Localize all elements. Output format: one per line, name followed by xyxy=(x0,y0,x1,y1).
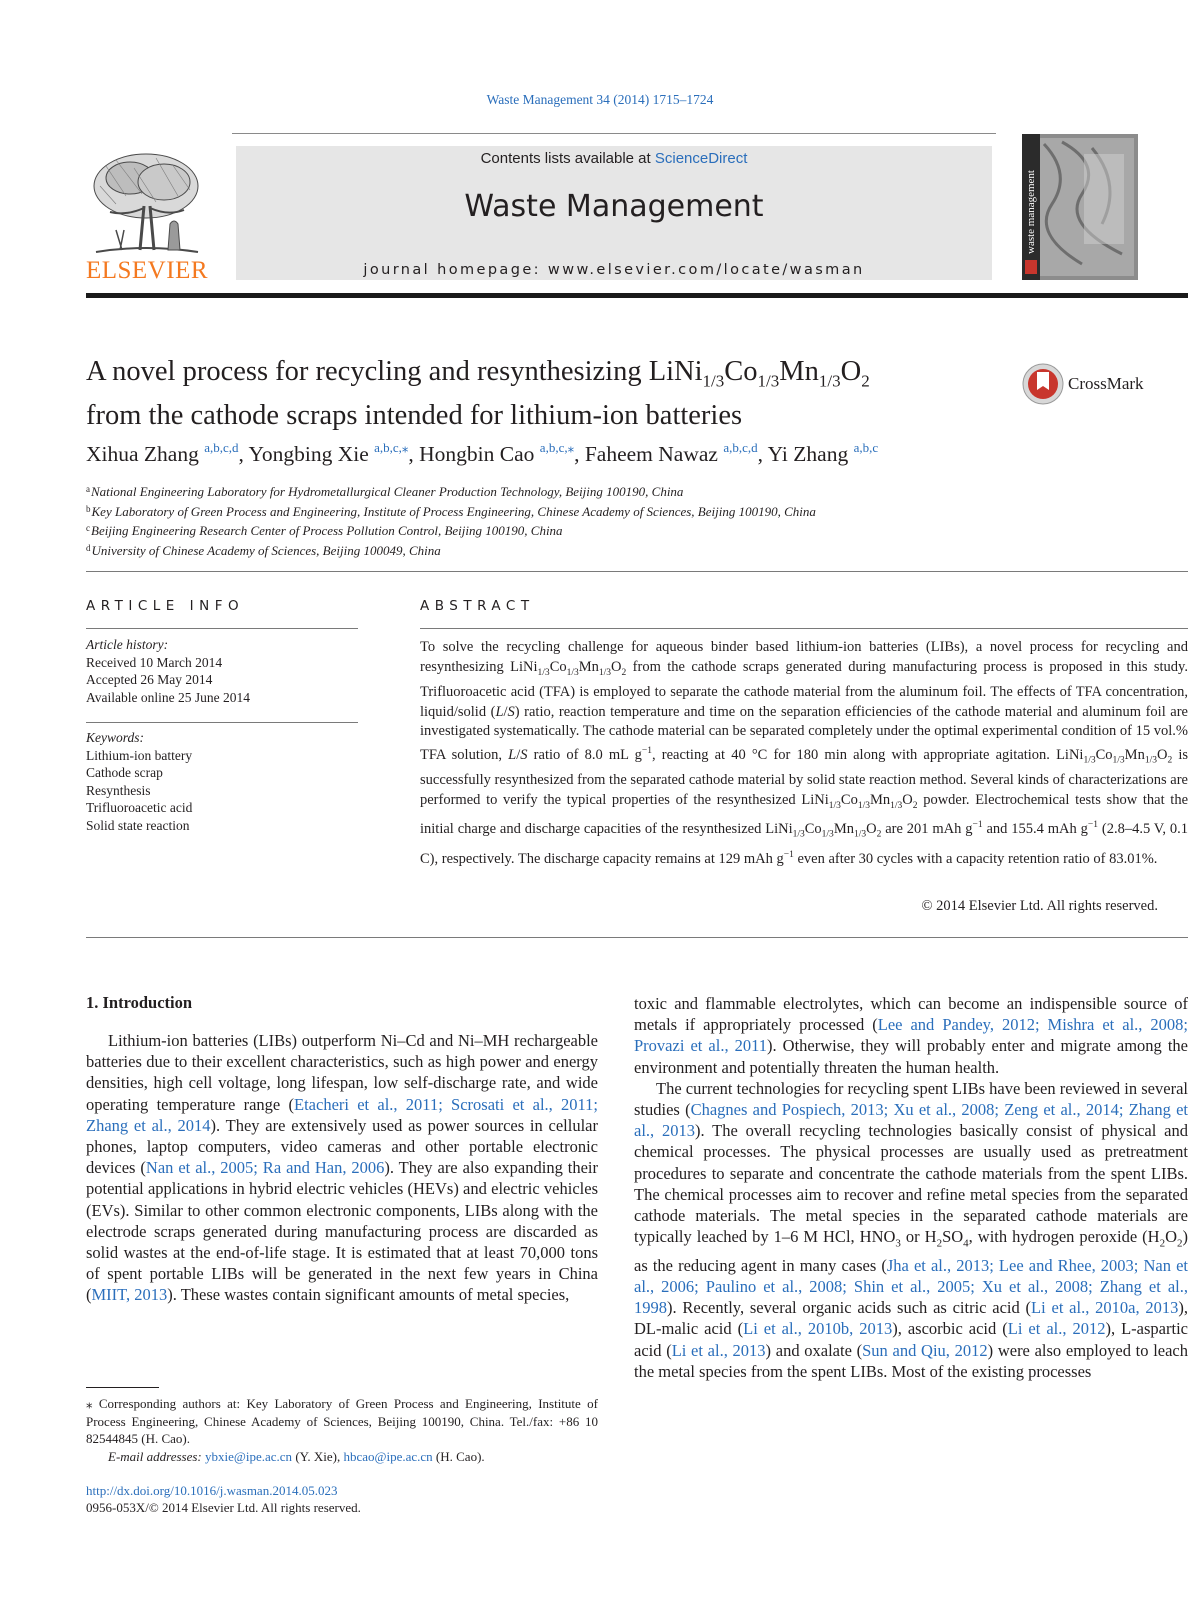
keyword-item: Resynthesis xyxy=(86,782,151,798)
keywords-label: Keywords: xyxy=(86,730,144,745)
keyword-item: Lithium-ion battery xyxy=(86,747,193,763)
article-info-rule xyxy=(86,628,358,629)
body-paragraph: The current technologies for recycling spent LIBs have been reviewed in several studies (Chagnes and Pospiech, 2013; Xu et al., 2008; Zeng et al., 2014; Zhang et al., 2013). The overall recycling technologies basically consist of physical and chemical processes. The physical processes are usually used as pretreatment procedures to separate and concentrate the cathode materials from the spent LIBs. The chemical processes aim to recover and refine metal species from the separated cathode materials. The metal species in the separated cathode materials are typically leached by 1–6 M HCl, $HNO_3$ or $H_2SO_4$, with hydrogen peroxide $(H_2O_2)$ as the reducing agent in many cases (Jha et al., 2013; Lee and Rhee, 2003; Nan et al., 2006; Paulino et al., 2008; Shin et al., 2005; Xu et al., 2008; Zhang et al., 1998). Recently, several organic acids such as citric acid (Li et al., 2010a, 2013), DL-malic acid (Li et al., 2010b, 2013), ascorbic acid (Li et al., 2012), L-aspartic acid (Li et al., 2013) and oxalate (Sun and Qiu, 2012) were also employed to leach the metal species from the spent LIBs. Most of the existing processes xyxy=(634,1078,1188,1381)
body-paragraph: toxic and flammable electrolytes, which can become an indispensible source of metals if appropriately processed (Lee and Pandey, 2012; Mishra et al., 2008; Provazi et al., 2011). Otherwise, they will probably enter and migrate among the environment and potentially threaten the human health. xyxy=(634,994,1189,1077)
body-column-left xyxy=(86,1030,598,1306)
email-addresses: E-mail addresses: ybxie@ipe.ac.cn (Y. Xie), hbcao@ipe.ac.cn (H. Cao). xyxy=(108,1448,485,1464)
journal-reference[interactable]: Waste Management 34 (2014) 1715–1724 xyxy=(486,92,714,107)
accepted-date: Accepted 26 May 2014 xyxy=(86,672,213,687)
footnote-block xyxy=(86,1395,598,1465)
crossmark-label[interactable]: CrossMark xyxy=(1068,374,1144,393)
citation-link[interactable]: Chagnes and Pospiech, 2013; Xu et al., 2008; Zeng et al., 2014; Zhang et al., 2013 xyxy=(634,1100,1188,1141)
citation-link[interactable]: Sun and Qiu, 2012 xyxy=(862,1340,988,1360)
affiliation-item: $^c$Beijing Engineering Research Center of Process Pollution Control, Beijing 100190, China xyxy=(86,523,563,539)
cover-wordmark: waste management xyxy=(1025,170,1037,254)
affiliation-item: $^b$Key Laboratory of Green Process and Engineering, Institute of Process Engineering, Chinese Academy of Sciences, Beijing 100190, China xyxy=(86,503,816,519)
abstract-rule xyxy=(420,628,1188,629)
body-column-right xyxy=(634,993,1188,1382)
abstract-heading: ABSTRACT xyxy=(420,598,535,614)
article-title: A novel process for recycling and resynthesizing $LiNi_{1/3}Co_{1/3}Mn_{1/3}O_2$ from the cathode scraps intended for lithium-ion batteries xyxy=(86,356,870,431)
citation-link[interactable]: Etacheri et al., 2011; Scrosati et al., 2011; Zhang et al., 2014 xyxy=(86,1094,599,1135)
author-name[interactable]: Faheem Nawaz xyxy=(584,442,724,466)
sciencedirect-link[interactable]: ScienceDirect xyxy=(654,150,748,167)
citation-link[interactable]: MIIT, 2013 xyxy=(91,1285,168,1305)
issn-copyright: 0956-053X/© 2014 Elsevier Ltd. All rights reserved. xyxy=(86,1500,361,1515)
author-name[interactable]: Yongbing Xie xyxy=(248,442,375,466)
article-history xyxy=(86,636,356,706)
email-link-xie[interactable]: ybxie@ipe.ac.cn xyxy=(205,1448,293,1464)
citation-link[interactable]: Li et al., 2010a, 2013 xyxy=(1031,1298,1179,1318)
doi-link[interactable]: http://dx.doi.org/10.1016/j.wasman.2014.05.023 xyxy=(86,1483,338,1498)
abstract-text: To solve the recycling challenge for aqueous binder based lithium-ion batteries (LIBs), a novel process for recycling and resynthesizing $LiNi_{1/3}Co_{1/3}Mn_{1/3}O_2$ from the cathode scraps generated during manufacturing process is proposed in this study. Trifluoroacetic acid (TFA) is employed to separate the cathode material from the aluminum foil. The effects of TFA concentration, liquid/solid (L/S) ratio, reaction temperature and time on the separation efficiencies of the cathode material and aluminum foil are investigated systematically. The cathode material can be separated completely under the optimal experimental condition of 15 vol.% TFA solution, L/S ratio of 8.0 mL $g^{-1}$, reacting at 40 °C for 180 min along with appropriate agitation. $LiNi_{1/3}Co_{1/3}Mn_{1/3}O_2$ is successfully resynthesized from the separated cathode material by solid state reaction method. Several kinds of characterizations are performed to verify the typical properties of the resynthesized $LiNi_{1/3}Co_{1/3}Mn_{1/3}O_2$ powder. Electrochemical tests show that the initial charge and discharge capacities of the resynthesized $LiNi_{1/3}Co_{1/3}Mn_{1/3}O_2$ are 201 mAh $g^{-1}$ and 155.4 mAh $g^{-1}$ (2.8–4.5 V, 0.1 C), respectively. The discharge capacity remains at 129 mAh $g^{-1}$ even after 30 cycles with a capacity retention ratio of 83.01%. xyxy=(420,639,1189,867)
article-info-heading: ARTICLE INFO xyxy=(86,598,245,614)
section-divider xyxy=(86,571,1188,572)
journal-cover-thumbnail[interactable] xyxy=(1022,134,1138,280)
author-affiliation-marks[interactable]: a,b,c,⁎ xyxy=(374,440,409,455)
author-affiliation-marks[interactable]: a,b,c,d xyxy=(723,440,758,455)
header-thick-rule xyxy=(86,293,1188,298)
citation-link[interactable]: Li et al., 2010b, 2013 xyxy=(743,1319,893,1339)
introduction-heading: 1. Introduction xyxy=(86,993,193,1012)
online-date: Available online 25 June 2014 xyxy=(86,689,250,705)
keywords-rule xyxy=(86,722,358,723)
author-affiliation-marks[interactable]: a,b,c,⁎ xyxy=(539,440,575,455)
citation-link[interactable]: Lee and Pandey, 2012; Mishra et al., 2008; Provazi et al., 2011 xyxy=(634,1015,1188,1056)
author-affiliation-marks[interactable]: a,b,c,d xyxy=(204,440,239,455)
abstract-copyright: © 2014 Elsevier Ltd. All rights reserved. xyxy=(921,898,1158,914)
keyword-item: Trifluoroacetic acid xyxy=(86,800,193,815)
keyword-item: Solid state reaction xyxy=(86,817,190,833)
keyword-item: Cathode scrap xyxy=(86,765,163,780)
section-divider xyxy=(86,937,1188,938)
contents-prefix: Contents lists available at xyxy=(480,150,655,167)
author-name[interactable]: Hongbin Cao xyxy=(419,442,540,466)
body-paragraph: Lithium-ion batteries (LIBs) outperform Ni–Cd and Ni–MH rechargeable batteries due to their excellent characteristics, such as high power and energy densities, high cell voltage, long lifespan, low self-discharge rate, and wide operating temperature range (Etacheri et al., 2011; Scrosati et al., 2011; Zhang et al., 2014). They are extensively used as power sources in cellular phones, laptop computers, video cameras and other portable electronic devices (Nan et al., 2005; Ra and Han, 2006). They are also expanding their potential applications in hybrid electric vehicles (HEVs) and electric vehicles (EVs). Similar to other common electronic components, LIBs along with the electrode scraps generated during manufacturing process are discarded as solid wastes at the end-of-life stage. It is estimated that at least 70,000 tons of spent portable LIBs will be generated in the next few years in China (MIIT, 2013). These wastes contain significant amounts of metal species, xyxy=(86,1031,599,1305)
author-affiliation-marks[interactable]: a,b,c xyxy=(853,440,879,455)
email-link-cao[interactable]: hbcao@ipe.ac.cn xyxy=(343,1448,433,1464)
citation-link[interactable]: Nan et al., 2005; Ra and Han, 2006 xyxy=(145,1158,385,1178)
author-name[interactable]: Xihua Zhang xyxy=(86,442,205,466)
footnote-rule xyxy=(86,1387,159,1388)
affiliation-item: $^a$National Engineering Laboratory for Hydrometallurgical Cleaner Production Technology, Beijing 100190, China xyxy=(86,484,684,499)
header-rule xyxy=(232,133,996,134)
journal-homepage[interactable]: journal homepage: www.elsevier.com/locate/wasman xyxy=(363,262,865,278)
affiliation-list xyxy=(86,481,1186,559)
elsevier-wordmark[interactable]: ELSEVIER xyxy=(85,257,209,284)
keywords-block xyxy=(86,729,356,834)
author-list: Xihua Zhang $^{a,b,c,d}$, Yongbing Xie $^{a,b,c,⁎}$, Hongbin Cao $^{a,b,c,⁎}$, Faheem Nawaz $^{a,b,c,d}$, Yi Zhang $^{a,b,c}$ xyxy=(86,440,879,466)
corresponding-author-note: ⁎ Corresponding authors at: Key Laboratory of Green Process and Engineering, Institute of Process Engineering, Chinese Academy of Sciences, Beijing 100190, China. Tel./fax: +86 10 82544845 (H. Cao). xyxy=(86,1396,598,1447)
author-name[interactable]: Yi Zhang xyxy=(767,442,854,466)
affiliation-item: $^d$University of Chinese Academy of Sciences, Beijing 100049, China xyxy=(86,542,441,558)
citation-link[interactable]: Li et al., 2012 xyxy=(1007,1319,1106,1339)
contents-line xyxy=(236,150,992,167)
received-date: Received 10 March 2014 xyxy=(86,654,223,670)
citation-link[interactable]: Li et al., 2013 xyxy=(671,1340,766,1360)
history-label: Article history: xyxy=(86,637,169,652)
journal-title[interactable]: Waste Management xyxy=(464,189,764,224)
citation-link[interactable]: Jha et al., 2013; Lee and Rhee, 2003; Nan et al., 2006; Paulino et al., 2008; Shin et al., 2005; Xu et al., 2008; Zhang et al., 1998 xyxy=(634,1255,1188,1318)
